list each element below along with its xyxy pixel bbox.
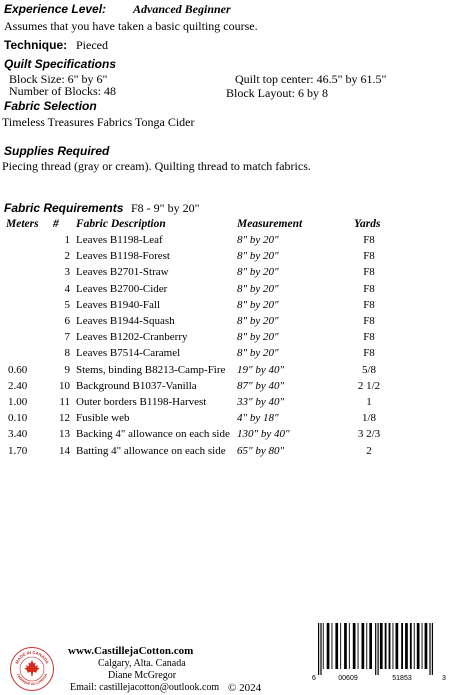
cell-number: 10: [59, 379, 70, 392]
barcode-guard-bar: [432, 623, 433, 675]
cell-number: 13: [59, 428, 70, 441]
email-link[interactable]: Email: castillejacotton@outlook.com: [70, 682, 220, 693]
badge-top-text: MADE IN CANADA: [14, 649, 50, 665]
cell-yards: F8: [363, 347, 375, 360]
barcode-bar: [417, 623, 420, 669]
cell-yards: 2 1/2: [357, 379, 381, 392]
barcode-bar: [340, 623, 341, 669]
cell-yards: 3 2/3: [357, 428, 381, 441]
cell-number: 1: [64, 234, 70, 246]
cell-yards: F8: [363, 282, 375, 295]
experience-note: Assumes that you have taken a basic quilting course.: [4, 19, 258, 33]
cell-number: 2: [64, 250, 70, 263]
cell-meters: 2.40: [8, 379, 28, 392]
cell-yards: F8: [363, 266, 375, 279]
copyright: © 2024: [228, 682, 262, 694]
barcode-guard-bar: [378, 623, 379, 675]
cell-description: Fusible web: [76, 412, 130, 425]
cell-number: 14: [59, 444, 70, 457]
block-layout: Block Layout: 6 by 8: [226, 86, 328, 100]
cell-measurement: 87" by 40": [237, 379, 285, 392]
designer: Diane McGregor: [108, 670, 177, 681]
cell-measurement: 4" by 18": [237, 412, 279, 425]
quilt-specs-heading: Quilt Specifications: [4, 57, 117, 71]
barcode-bar: [332, 623, 333, 669]
barcode-bar: [422, 623, 423, 669]
col-description: Fabric Description: [76, 218, 166, 230]
cell-description: Outer borders B1198-Harvest: [76, 396, 207, 408]
number-of-blocks: Number of Blocks: 48: [9, 84, 116, 98]
barcode-check-digit: 3: [442, 675, 446, 681]
cell-yards: F8: [363, 315, 375, 327]
col-measurement: Measurement: [237, 218, 303, 230]
cell-measurement: 8" by 20": [237, 250, 279, 263]
cell-description: Leaves B7514-Caramel: [76, 347, 181, 360]
barcode-bar: [344, 623, 347, 669]
barcode-bar: [358, 623, 359, 669]
barcode-guard-bar: [320, 623, 321, 675]
barcode-left-digits: 00609: [338, 675, 358, 681]
barcode-bar: [401, 623, 403, 669]
cell-number: 5: [64, 298, 70, 311]
barcode-bar: [414, 623, 415, 669]
cell-measurement: 8" by 20": [237, 315, 279, 327]
cell-description: Leaves B1940-Fall: [76, 298, 161, 311]
barcode-guard-bar: [318, 623, 319, 675]
supplies-text: Piecing thread (gray or cream). Quilting thread to match fabrics.: [2, 159, 311, 173]
cell-yards: F8: [363, 331, 375, 344]
experience-value: Advanced Beginner: [133, 2, 231, 16]
cell-measurement: 130" by 40": [237, 428, 290, 441]
technique-label: Technique:: [4, 38, 68, 52]
cell-yards: 1/8: [361, 412, 377, 425]
fabric-selection-text: Timeless Treasures Fabrics Tonga Cider: [2, 115, 195, 129]
cell-number: 8: [64, 347, 70, 360]
barcode-right-digits: 51853: [392, 675, 412, 681]
cell-description: Background B1037-Vanilla: [76, 379, 197, 392]
badge-bottom-text: FABRIQUÉ AU CANADA: [15, 673, 49, 687]
barcode-bar: [349, 623, 350, 669]
cell-number: 9: [64, 363, 70, 376]
cell-meters: 1.00: [8, 396, 28, 408]
block-size: Block Size: 6" by 6": [9, 72, 108, 86]
barcode-bar: [393, 623, 394, 669]
barcode-bar: [389, 623, 391, 669]
barcode-bar: [396, 623, 399, 669]
barcode-bar: [362, 623, 365, 669]
cell-description: Leaves B2700-Cider: [76, 282, 168, 295]
maple-leaf-icon: [25, 660, 40, 676]
quilt-top-center: Quilt top center: 46.5" by 61.5": [235, 72, 387, 86]
barcode-bar: [410, 623, 412, 669]
cell-measurement: 65" by 80": [237, 444, 285, 457]
experience-label: Experience Level:: [4, 2, 107, 16]
upc-barcode: [310, 623, 450, 681]
cell-measurement: 8" by 20": [237, 282, 279, 295]
cell-number: 7: [64, 331, 70, 344]
cell-description: Leaves B1944-Squash: [76, 315, 175, 327]
cell-yards: 5/8: [361, 363, 377, 376]
cell-number: 3: [64, 266, 70, 279]
cell-measurement: 33" by 40": [237, 396, 285, 408]
cell-yards: 2: [366, 444, 372, 457]
cell-yards: F8: [363, 298, 375, 311]
barcode-bar: [380, 623, 383, 669]
website-link[interactable]: www.CastillejaCotton.com: [68, 645, 194, 657]
cell-number: 4: [64, 282, 70, 295]
barcode-lead-digit: 6: [312, 675, 316, 681]
col-number: #: [53, 218, 59, 230]
cell-yards: F8: [363, 234, 375, 246]
cell-measurement: 8" by 20": [237, 298, 279, 311]
barcode-guard-bar: [429, 623, 430, 675]
barcode-bar: [366, 623, 367, 669]
cell-description: Batting 4" allowance on each side: [76, 444, 226, 457]
cell-number: 11: [59, 396, 70, 408]
cell-measurement: 19" by 40": [237, 363, 285, 376]
cell-measurement: 8" by 20": [237, 234, 279, 246]
barcode-bar: [385, 623, 387, 669]
supplies-heading: Supplies Required: [4, 144, 110, 158]
cell-measurement: 8" by 20": [237, 266, 279, 279]
fabric-requirements-subheading: F8 - 9" by 20": [131, 201, 200, 215]
cell-description: Leaves B1198-Leaf: [76, 234, 163, 246]
barcode-bar: [353, 623, 356, 669]
fabric-requirements-heading: Fabric Requirements: [4, 201, 124, 215]
col-yards: Yards: [354, 218, 381, 230]
barcode-guard-bar: [375, 623, 376, 675]
cell-description: Leaves B1202-Cranberry: [76, 331, 188, 344]
barcode-bar: [327, 623, 330, 669]
cell-meters: 1.70: [8, 444, 28, 457]
cell-description: Leaves B2701-Straw: [76, 266, 169, 279]
cell-measurement: 8" by 20": [237, 331, 279, 344]
cell-description: Leaves B1198-Forest: [76, 250, 170, 263]
cell-number: 12: [59, 412, 70, 425]
cell-meters: 0.60: [8, 363, 28, 376]
cell-description: Backing 4" allowance on each side: [76, 428, 230, 441]
city: Calgary, Alta. Canada: [98, 658, 186, 669]
cell-yards: 1: [366, 396, 372, 408]
cell-yards: F8: [363, 250, 375, 263]
barcode-bar: [425, 623, 428, 669]
made-in-canada-badge: [10, 647, 54, 691]
cell-number: 6: [64, 315, 70, 327]
barcode-bar: [369, 623, 372, 669]
technique-value: Pieced: [76, 38, 108, 52]
col-meters: Meters: [6, 218, 39, 230]
barcode-bar: [405, 623, 408, 669]
cell-measurement: 8" by 20": [237, 347, 279, 360]
cell-meters: 3.40: [8, 428, 28, 441]
barcode-bar: [335, 623, 338, 669]
cell-meters: 0.10: [8, 412, 28, 425]
cell-description: Stems, binding B8213-Camp-Fire: [76, 363, 226, 376]
barcode-bar: [323, 623, 324, 669]
fabric-selection-heading: Fabric Selection: [4, 99, 97, 113]
